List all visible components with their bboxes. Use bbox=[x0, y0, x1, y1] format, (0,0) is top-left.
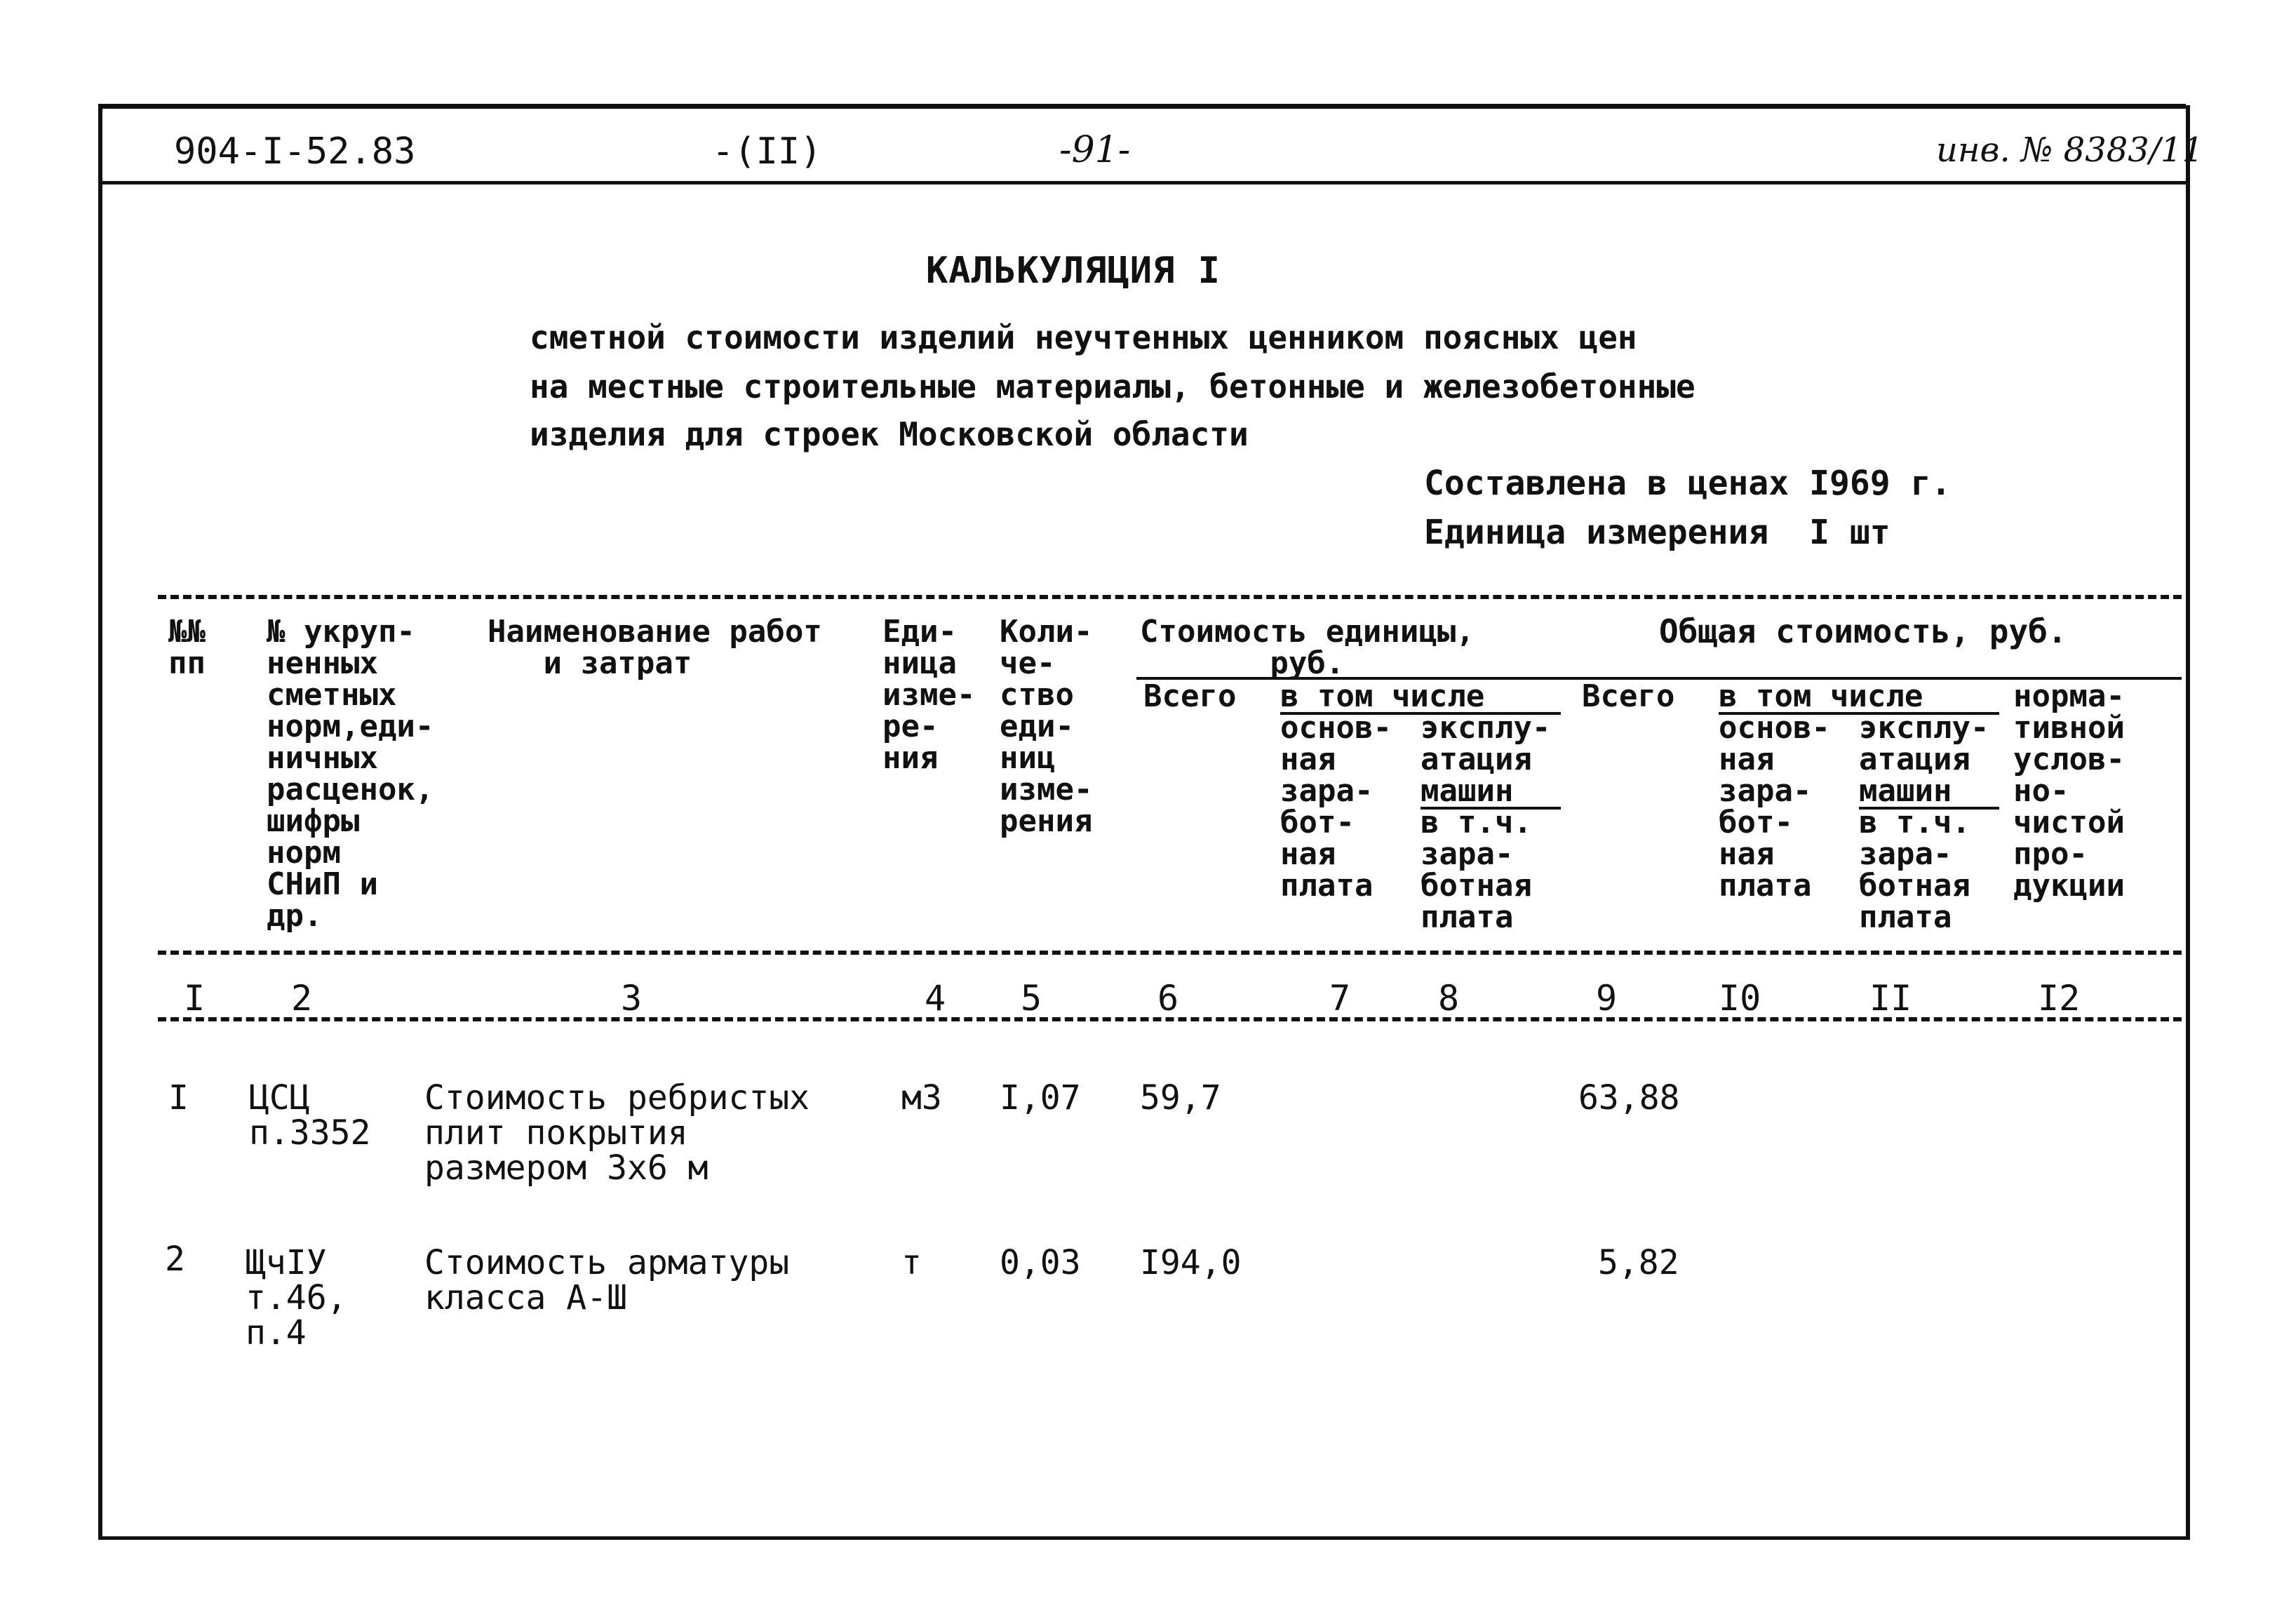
column-numbers-dashed-rule bbox=[158, 1017, 2182, 1021]
col-name-header: Наименование работ и затрат bbox=[488, 614, 822, 681]
column-number-5: 5 bbox=[1021, 978, 1042, 1019]
col-normative-product-header: норма- тивной услов- но- чистой про- дукции bbox=[2013, 678, 2125, 904]
row-2-total: 5,82 bbox=[1598, 1243, 1679, 1282]
col-total-header: Всего bbox=[1582, 678, 1675, 714]
col-reference-header: № укруп- ненных сметных норм,еди- ничных расценок, шифры норм СНиП и др. bbox=[267, 614, 434, 934]
unit-cost-group-header: Стоимость единицы, руб. bbox=[1140, 614, 1475, 681]
document-title: КАЛЬКУЛЯЦИЯ I bbox=[926, 250, 1221, 292]
row-2-unit: т bbox=[901, 1243, 922, 1282]
row-1-unit: м3 bbox=[901, 1078, 942, 1118]
column-number-3: 3 bbox=[621, 978, 643, 1019]
table-top-dashed-rule bbox=[158, 595, 2182, 599]
column-number-1: I bbox=[184, 978, 206, 1019]
column-number-2: 2 bbox=[291, 978, 313, 1019]
column-number-4: 4 bbox=[925, 978, 946, 1019]
row-1-unit-total: 59,7 bbox=[1140, 1078, 1221, 1118]
column-number-10: I0 bbox=[1719, 978, 1761, 1019]
page-number: -91- bbox=[1059, 129, 1131, 171]
col-quantity-header: Коли- че- ство еди- ниц изме- рения bbox=[1000, 614, 1093, 839]
column-number-7: 7 bbox=[1329, 978, 1351, 1019]
total-cost-including-header: в том числе bbox=[1719, 678, 1923, 714]
subtitle-line-1: сметной стоимости изделий неучтенных ценником поясных цен bbox=[530, 318, 1637, 356]
column-number-6: 6 bbox=[1157, 978, 1179, 1019]
col-unit-header: Еди- ница изме- ре- ния bbox=[882, 614, 976, 776]
row-2-name: Стоимость арматуры класса А-Ш bbox=[424, 1243, 790, 1317]
row-2-unit-total: I94,0 bbox=[1140, 1243, 1242, 1282]
header-bottom-dashed-rule bbox=[158, 951, 2182, 955]
row-2-number: 2 bbox=[165, 1240, 185, 1279]
document-code: 904-I-52.83 bbox=[174, 130, 416, 173]
column-number-11: II bbox=[1869, 978, 1912, 1019]
row-1-number: I bbox=[168, 1078, 189, 1118]
col-number-header: №№ пп bbox=[168, 614, 206, 681]
col-unit-total-header: Всего bbox=[1143, 678, 1237, 714]
total-cost-group-header: Общая стоимость, руб. bbox=[1659, 612, 2067, 650]
section-number: -(II) bbox=[712, 130, 822, 173]
subtitle-line-3: изделия для строек Московской области bbox=[530, 415, 1249, 453]
col-total-machines-header: эксплу- атация машин bbox=[1859, 710, 1989, 809]
unit-cost-including-header: в том числе bbox=[1280, 678, 1485, 714]
col-unit-base-wage-header: основ- ная зара- бот- ная плата bbox=[1280, 710, 1392, 904]
row-1-total: 63,88 bbox=[1578, 1078, 1680, 1118]
row-2-quantity: 0,03 bbox=[1000, 1243, 1081, 1282]
row-1-quantity: I,07 bbox=[1000, 1078, 1081, 1118]
unit-of-measure: Единица измерения I шт bbox=[1424, 513, 1890, 552]
row-2-reference: ЩчIУ т.46, п.4 bbox=[246, 1243, 347, 1353]
row-1-name: Стоимость ребристых плит покрытия размером 3х6 м bbox=[424, 1078, 810, 1188]
column-number-12: I2 bbox=[2038, 978, 2081, 1019]
inventory-number: инв. № 8383/11 bbox=[1936, 130, 2204, 170]
col-total-machines-wage-header: в т.ч. зара- ботная плата bbox=[1859, 805, 1970, 935]
col-unit-machines-wage-header: в т.ч. зара- ботная плата bbox=[1421, 805, 1532, 935]
row-1-reference: ЦСЦ п.3352 bbox=[249, 1078, 371, 1153]
column-number-8: 8 bbox=[1438, 978, 1460, 1019]
subtitle-line-2: на местные строительные материалы, бетонные и железобетонные bbox=[530, 368, 1695, 405]
col-total-base-wage-header: основ- ная зара- бот- ная плата bbox=[1719, 710, 1830, 904]
column-number-9: 9 bbox=[1596, 978, 1618, 1019]
price-basis: Составлена в ценах I969 г. bbox=[1424, 464, 1952, 503]
col-unit-machines-header: эксплу- атация машин bbox=[1421, 710, 1551, 809]
